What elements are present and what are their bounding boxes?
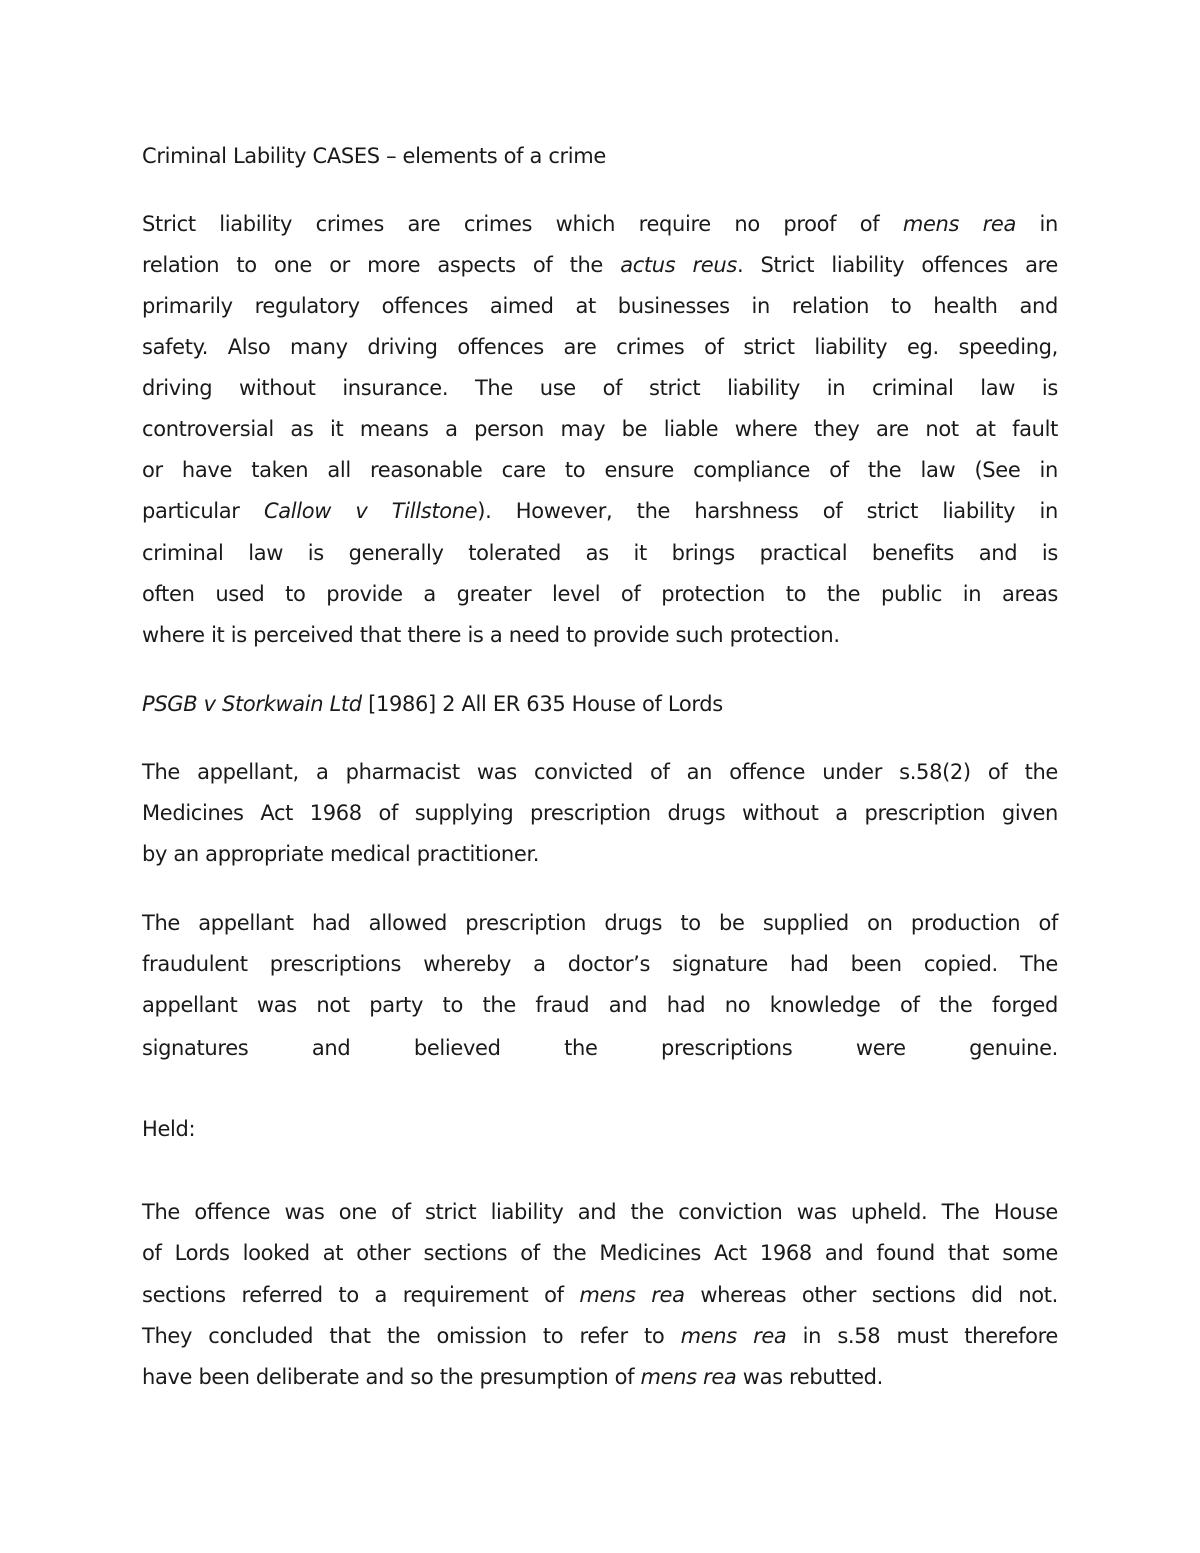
text-run: whereas other sections did not. [684,1283,1058,1307]
text-run: Criminal Lability CASES – elements of a crime [142,144,606,168]
italic-text: mens rea [902,212,1016,236]
text-run: by an appropriate medical practitioner. [142,842,540,866]
intro-paragraph-line [142,374,1058,402]
text-run: or have taken all reasonable care to ensure compliance of the law (See in [142,458,1058,482]
facts-paragraph-1-line [142,758,1058,786]
intro-paragraph-line [142,539,1058,567]
text-run: They concluded that the omission to refer to [142,1324,681,1348]
text-run: have been deliberate and so the presumption of [142,1365,641,1389]
italic-text: mens rea [680,1324,787,1348]
text-run: relation to one or more aspects of the [142,253,621,277]
intro-paragraph-line [142,333,1058,361]
held-paragraph-line [142,1322,1058,1350]
intro-paragraph-line [142,621,1058,649]
intro-paragraph-line [142,210,1058,238]
italic-text: Callow v Tillstone [263,499,478,523]
text-run: The appellant had allowed prescription drugs to be supplied on production of [142,911,1058,935]
text-run: The offence was one of strict liability and the conviction was upheld. The House [142,1200,1058,1224]
text-run: fraudulent prescriptions whereby a doctor’s signature had been copied. The [142,952,1058,976]
title-line [142,142,1058,170]
text-run: Strict liability crimes are crimes which require no proof of [142,212,903,236]
text-run: in s.58 must therefore [786,1324,1059,1348]
text-run: The appellant, a pharmacist was convicted of an offence under s.58(2) of the [142,760,1058,784]
text-run: primarily regulatory offences aimed at businesses in relation to health and [142,294,1058,318]
held-paragraph-line [142,1281,1058,1309]
italic-text: mens rea [579,1283,685,1307]
text-run: appellant was not party to the fraud and had no knowledge of the forged [142,993,1058,1017]
text-run: signatures and believed the prescriptions were genuine. [142,1036,1058,1060]
facts-paragraph-1-line [142,799,1058,827]
held-paragraph-line [142,1239,1058,1267]
intro-paragraph-line [142,497,1058,525]
text-run: criminal law is generally tolerated as it brings practical benefits and is [142,541,1058,565]
intro-paragraph-line [142,580,1058,608]
facts-paragraph-2-line [142,991,1058,1019]
facts-paragraph-2-line [142,1034,1058,1062]
text-run: Medicines Act 1968 of supplying prescription drugs without a prescription given [142,801,1058,825]
text-run: of Lords looked at other sections of the Medicines Act 1968 and found that some [142,1241,1058,1265]
case-heading-line [142,690,1058,718]
intro-paragraph-line [142,251,1058,279]
text-run: where it is perceived that there is a need to provide such protection. [142,623,840,647]
text-run: was rebutted. [736,1365,883,1389]
text-run: Held: [142,1117,196,1141]
italic-text: PSGB v Storkwain Ltd [142,692,362,716]
text-run: . Strict liability offences are [736,253,1058,277]
text-run: [1986] 2 All ER 635 House of Lords [361,692,723,716]
text-run: sections referred to a requirement of [142,1283,580,1307]
text-run: driving without insurance. The use of strict liability in criminal law is [142,376,1058,400]
held-paragraph-line [142,1363,1058,1391]
italic-text: actus reus [620,253,737,277]
facts-paragraph-1-line [142,840,1058,868]
text-run: ). However, the harshness of strict liability in [477,499,1058,523]
text-run: controversial as it means a person may be liable where they are not at fault [142,417,1058,441]
text-run: often used to provide a greater level of protection to the public in areas [142,582,1058,606]
intro-paragraph-line [142,292,1058,320]
intro-paragraph-line [142,415,1058,443]
held-label-line [142,1115,1058,1143]
italic-text: mens rea [640,1365,737,1389]
facts-paragraph-2-line [142,950,1058,978]
text-run: particular [142,499,264,523]
text-run: safety. Also many driving offences are crimes of strict liability eg. speeding, [142,335,1058,359]
intro-paragraph-line [142,456,1058,484]
held-paragraph-line [142,1198,1058,1226]
facts-paragraph-2-line [142,909,1058,937]
text-run: in [1016,212,1058,236]
